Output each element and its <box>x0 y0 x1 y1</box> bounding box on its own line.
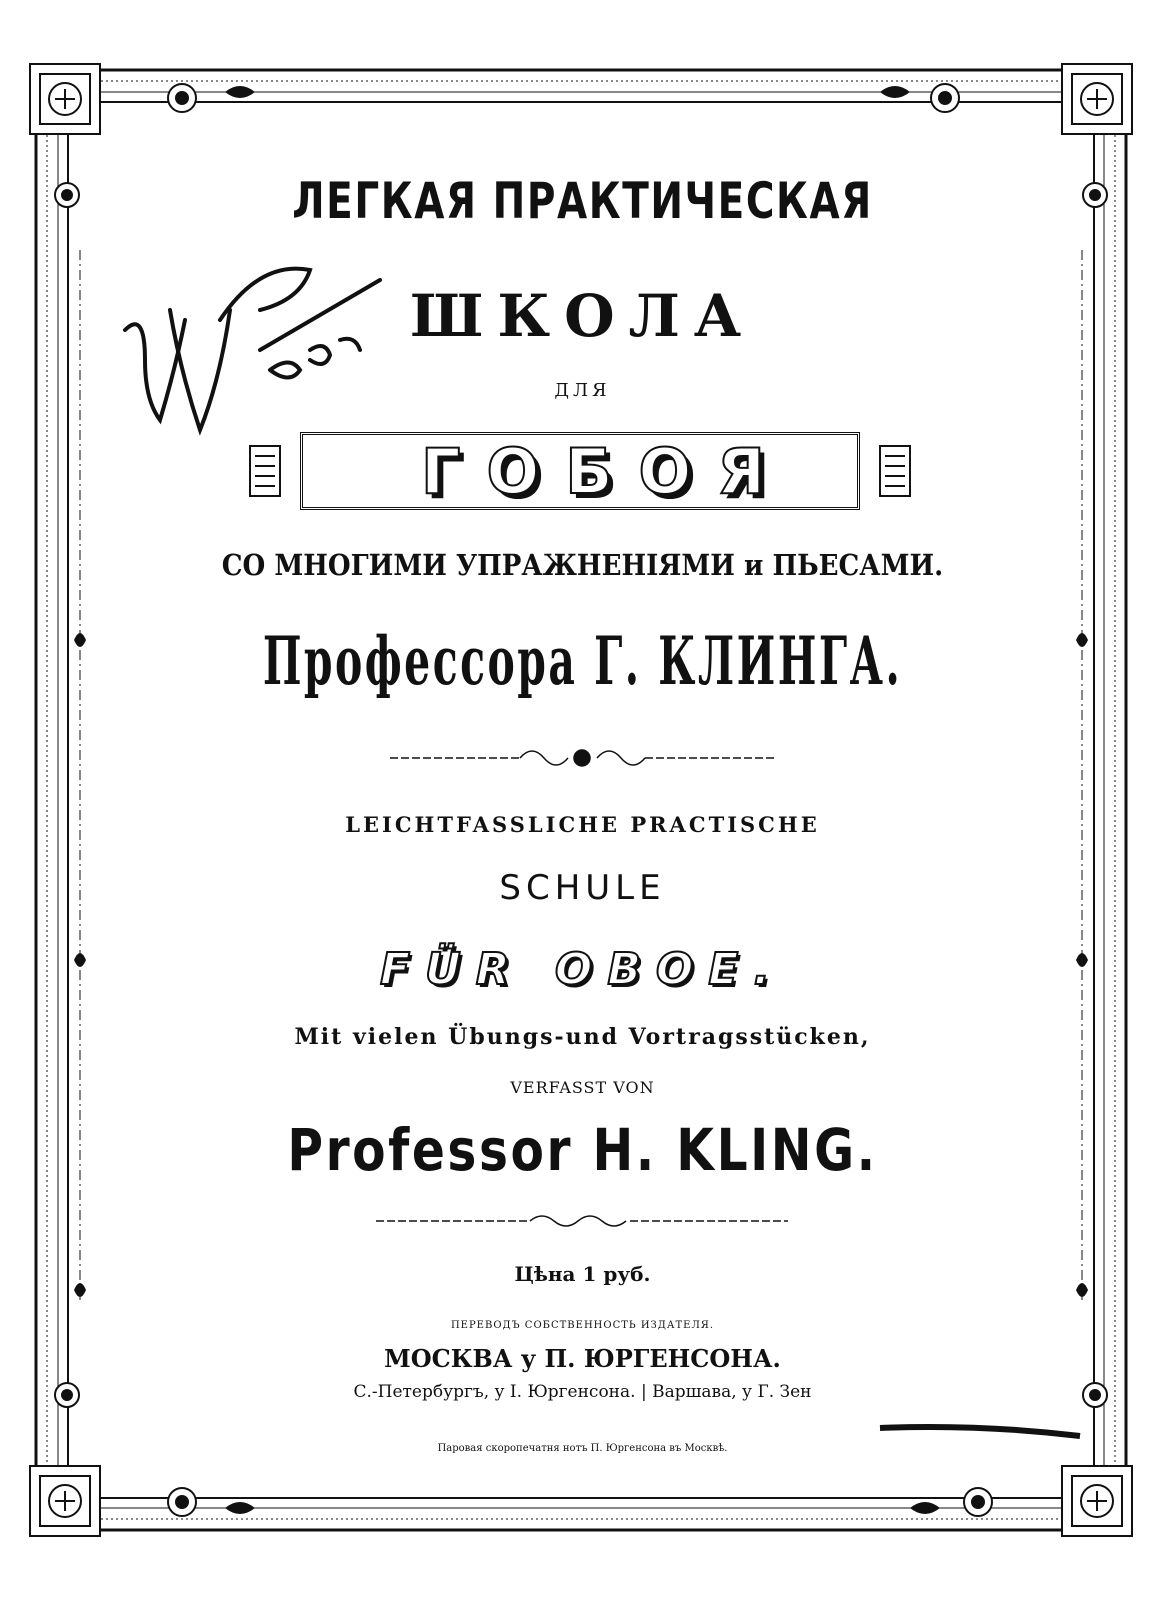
russian-title-line-2: ШКОЛА <box>409 282 756 350</box>
banner-ornament-right <box>880 446 910 496</box>
german-title-line-3: FÜR OBOE. <box>379 944 786 995</box>
corner-ornament-tr <box>1062 64 1132 134</box>
publisher-branches: С.-Петербургъ, у І. Юргенсона. | Варшава, у Г. Зен <box>353 1382 812 1402</box>
price: Цѣна 1 руб. <box>514 1262 651 1286</box>
ornamental-rule-2 <box>376 1216 788 1226</box>
german-subtitle: Mit vielen Übungs-und Vortragsstücken, <box>294 1024 871 1050</box>
german-title-line-2: SCHULE <box>499 868 666 908</box>
german-title-line-1: LEICHTFASSLICHE PRACTISCHE <box>345 812 820 837</box>
russian-title-line-3: ДЛЯ <box>554 380 611 401</box>
german-author: Professor H. KLING. <box>287 1116 878 1184</box>
corner-ornament-bl <box>30 1466 100 1536</box>
instrument-name: ГОБОЯ <box>421 434 791 508</box>
corner-ornament-br <box>1062 1466 1132 1536</box>
publisher-rights: ПЕРЕВОДЪ СОБСТВЕННОСТЬ ИЗДАТЕЛЯ. <box>450 1320 715 1331</box>
printer-imprint: Паровая скоропечатня нотъ П. Юргенсона въ Москвѣ. <box>437 1443 728 1454</box>
publisher-main: МОСКВА у П. ЮРГЕНСОНА. <box>384 1344 781 1373</box>
german-verfasst: VERFASST VON <box>510 1078 655 1097</box>
instrument-banner <box>300 432 860 510</box>
handwritten-signature <box>110 240 390 460</box>
ornamental-rule-1 <box>390 750 775 766</box>
russian-title-line-1: ЛЕГКАЯ ПРАКТИЧЕСКАЯ <box>292 172 873 230</box>
corner-ornament-tl <box>30 64 100 134</box>
ink-stroke <box>880 1427 1080 1436</box>
russian-author: Профессора Г. КЛИНГА. <box>262 622 903 700</box>
russian-subtitle: СО МНОГИМИ УПРАЖНЕНІЯМИ и ПЬЕСАМИ. <box>221 548 944 582</box>
